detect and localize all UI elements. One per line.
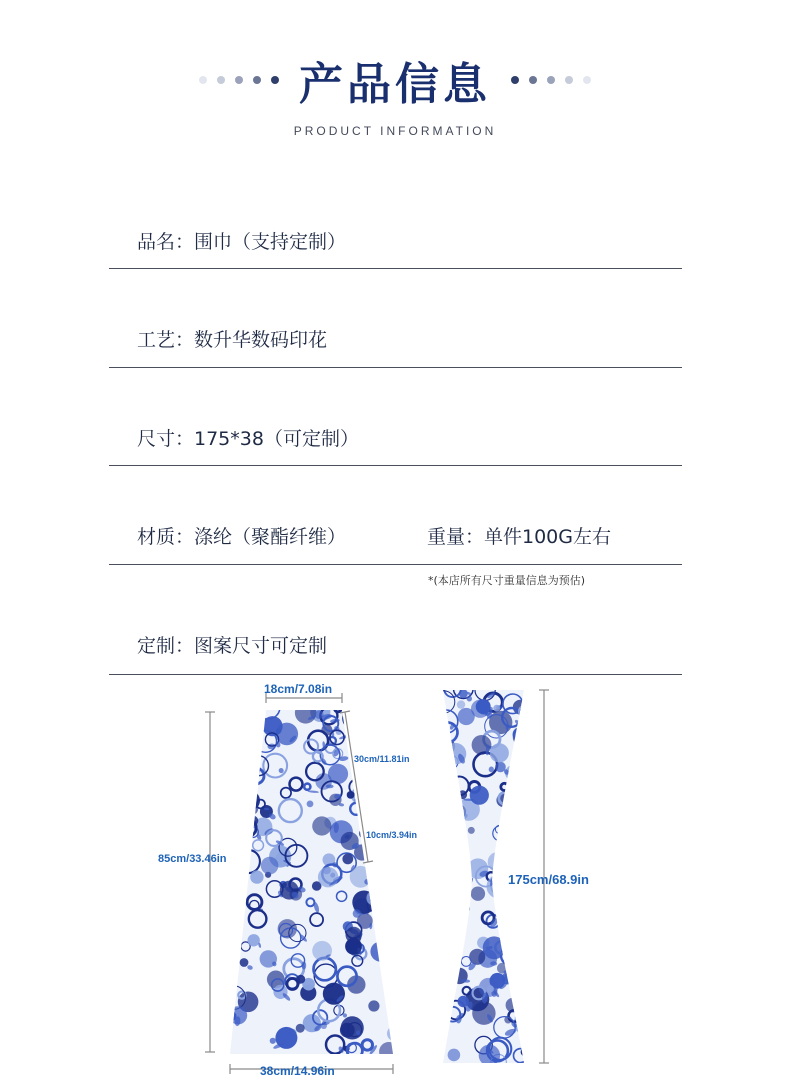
flower-motif (377, 778, 397, 798)
flower-motif (315, 710, 324, 719)
title-row (0, 50, 790, 110)
flower-motif (236, 779, 245, 788)
leaf-motif (243, 848, 248, 853)
flower-motif (457, 700, 465, 708)
flower-motif (226, 857, 247, 878)
flower-motif (222, 964, 236, 978)
flower-motif (234, 840, 245, 851)
flower-motif (510, 917, 525, 932)
flower-motif (509, 927, 515, 933)
info-row-custom (109, 627, 682, 675)
leaf-motif (371, 766, 377, 772)
flower-motif (307, 801, 314, 808)
flower-motif (510, 821, 529, 840)
leaf-motif (326, 785, 334, 789)
flower-motif (468, 827, 475, 834)
label-bottom-width: 38cm/14.96in (260, 1064, 335, 1078)
leaf-motif (512, 929, 524, 941)
flower-motif (384, 796, 396, 808)
decorative-dot (529, 76, 537, 84)
flower-motif (350, 866, 372, 888)
leaf-motif (518, 1019, 523, 1023)
flower-motif (239, 826, 246, 833)
flower-motif (224, 905, 233, 914)
flower-motif (448, 792, 460, 804)
leaf-motif (368, 747, 375, 754)
flower-motif (470, 786, 489, 805)
flower-motif (442, 789, 461, 808)
flower-motif (448, 967, 457, 976)
flower-motif (503, 829, 523, 849)
flower-motif (360, 739, 371, 750)
flower-motif (447, 955, 456, 964)
leaf-motif (522, 832, 529, 838)
product-weight: 重量：单件100G左右 (427, 526, 611, 548)
flower-motif (296, 975, 305, 984)
label-neck-width: 10cm/3.94in (366, 830, 418, 840)
flower-motif (372, 810, 379, 817)
leaf-motif (253, 716, 262, 725)
flower-motif (378, 735, 394, 751)
leaf-motif (353, 717, 361, 730)
flower-motif (453, 684, 459, 690)
flower-motif (227, 865, 238, 876)
label-top-width: 18cm/7.08in (264, 682, 333, 696)
flower-motif (240, 759, 260, 779)
flower-motif (296, 1024, 305, 1033)
flower-motif (519, 706, 531, 718)
flower-motif (518, 747, 532, 761)
product-custom: 定制：图案尺寸可定制 (137, 635, 328, 657)
flower-motif (368, 1000, 379, 1011)
leaf-motif (235, 896, 242, 902)
leaf-motif (236, 841, 244, 853)
flower-motif (377, 801, 399, 823)
leaf-motif (516, 838, 522, 850)
leaf-motif (384, 717, 393, 725)
decorative-dots-right (511, 76, 591, 84)
flower-motif (439, 956, 457, 974)
decorative-dot (253, 76, 261, 84)
leaf-motif (235, 872, 240, 879)
leaf-motif (395, 887, 403, 897)
flower-motif (522, 1049, 529, 1056)
flower-motif (261, 857, 279, 875)
leaf-motif (374, 720, 379, 725)
leaf-motif (530, 745, 536, 749)
flower-motif (517, 987, 529, 999)
flower-motif (230, 828, 244, 842)
product-craft: 工艺：数升华数码印花 (137, 329, 328, 351)
decorative-dot (511, 76, 519, 84)
flower-motif (487, 985, 494, 992)
flower-motif (229, 837, 238, 846)
leaf-motif (232, 794, 241, 800)
leaf-motif (499, 1062, 510, 1073)
flower-motif (450, 889, 468, 907)
flower-motif (387, 802, 395, 810)
flower-motif (503, 829, 519, 845)
flower-motif (340, 1023, 355, 1038)
label-upper-taper: 30cm/11.81in (354, 754, 410, 764)
leaf-motif (302, 962, 307, 970)
product-size: 尺寸：175*38（可定制） (137, 428, 359, 450)
flower-motif (449, 911, 465, 927)
flower-motif (437, 886, 449, 898)
flower-motif (367, 714, 374, 721)
flower-motif (435, 929, 459, 953)
flower-motif (270, 1038, 276, 1044)
leaf-motif (527, 756, 536, 762)
leaf-motif (450, 910, 455, 913)
flower-motif (432, 774, 451, 793)
flower-motif (462, 905, 470, 913)
flower-motif (248, 934, 260, 946)
label-full-length: 175cm/68.9in (508, 872, 589, 887)
flower-motif (376, 710, 388, 722)
flower-motif (515, 934, 536, 955)
flower-motif (517, 785, 531, 799)
leaf-motif (491, 878, 502, 884)
flower-motif (507, 857, 514, 864)
flower-motif (226, 788, 234, 796)
flower-motif (479, 1045, 500, 1066)
flower-motif (248, 816, 258, 826)
leaf-motif (528, 1054, 533, 1060)
leaf-motif (527, 711, 535, 721)
flower-motif (361, 762, 373, 774)
flower-motif (342, 854, 353, 865)
flower-motif (295, 702, 316, 723)
decorative-dot (217, 76, 225, 84)
flower-motif (519, 892, 530, 903)
flower-motif (454, 859, 461, 866)
flower-motif (448, 835, 457, 844)
flower-motif (376, 887, 386, 897)
leaf-motif (233, 859, 245, 865)
flower-motif (240, 958, 249, 967)
decorative-dot (583, 76, 591, 84)
flower-motif (361, 786, 378, 803)
leaf-motif (395, 809, 400, 813)
flower-motif (448, 1049, 461, 1062)
flower-motif (386, 881, 399, 894)
flower-motif (490, 743, 509, 762)
flower-motif (372, 853, 379, 860)
flower-motif (353, 909, 361, 917)
flower-motif (493, 705, 500, 712)
flower-motif (458, 871, 471, 884)
flower-motif (353, 935, 361, 943)
info-row-material (109, 517, 682, 565)
flower-motif (488, 852, 508, 872)
product-material: 材质：涤纶（聚酯纤维） (137, 526, 347, 548)
flower-motif (519, 734, 535, 750)
leaf-motif (505, 788, 516, 795)
flower-motif (505, 915, 513, 923)
leaf-motif (390, 814, 398, 821)
flower-motif (247, 710, 257, 720)
product-name: 品名：围巾（支持定制） (137, 231, 347, 253)
leaf-motif (382, 954, 390, 960)
leaf-motif (500, 861, 507, 873)
leaf-motif (457, 799, 462, 808)
flower-motif (237, 818, 256, 837)
leaf-motif (361, 796, 369, 804)
page-subtitle: PRODUCT INFORMATION (293, 124, 497, 138)
flower-motif (355, 723, 369, 737)
info-row-size (109, 419, 682, 466)
leaf-motif (247, 831, 251, 838)
flower-motif (228, 1013, 235, 1020)
flower-motif (250, 870, 263, 883)
decorative-dot (235, 76, 243, 84)
flower-motif (458, 790, 467, 799)
flower-motif (347, 791, 355, 799)
flower-motif (245, 739, 255, 749)
label-half-length: 85cm/33.46in (158, 853, 227, 865)
flower-motif (441, 901, 452, 912)
flower-motif (382, 701, 394, 713)
leaf-motif (459, 866, 467, 869)
flower-motif (382, 862, 406, 886)
leaf-motif (526, 1026, 531, 1032)
leaf-motif (363, 732, 374, 737)
flower-motif (366, 890, 381, 905)
leaf-motif (526, 996, 532, 1001)
leaf-motif (390, 842, 396, 848)
leaf-motif (525, 784, 531, 795)
flower-motif (513, 1014, 532, 1033)
flower-motif (355, 717, 374, 736)
flower-motif (447, 905, 464, 922)
flower-motif (275, 1027, 297, 1049)
flower-motif (318, 867, 338, 887)
flower-motif (501, 947, 519, 965)
leaf-motif (357, 809, 368, 819)
info-row-craft (109, 320, 682, 368)
leaf-motif (512, 864, 520, 868)
leaf-motif (513, 958, 518, 963)
flower-motif (511, 774, 533, 796)
flower-motif (349, 943, 361, 955)
flower-motif (459, 689, 468, 698)
flower-motif (483, 936, 506, 959)
leaf-motif (389, 1054, 400, 1059)
flower-motif (312, 816, 331, 835)
leaf-motif (509, 980, 517, 987)
leaf-motif (378, 816, 385, 821)
leaf-motif (449, 965, 459, 975)
info-row-name (109, 222, 682, 269)
decorative-dot (271, 76, 279, 84)
leaf-motif (388, 813, 398, 822)
leaf-motif (441, 782, 452, 794)
flower-motif (227, 888, 238, 899)
page-title: 产品信息 (299, 59, 491, 110)
section-header (0, 0, 790, 160)
leaf-motif (449, 943, 457, 949)
flower-motif (510, 795, 527, 812)
leaf-motif (370, 770, 377, 777)
flower-motif (471, 700, 489, 718)
decorative-dot (547, 76, 555, 84)
scarf-size-diagram (140, 676, 660, 1089)
flower-motif (387, 1026, 402, 1041)
flower-motif (454, 838, 465, 849)
flower-motif (379, 1042, 398, 1061)
flower-motif (370, 942, 390, 962)
flower-motif (471, 887, 485, 901)
leaf-motif (523, 709, 529, 715)
flower-motif (377, 803, 397, 823)
flower-motif (370, 885, 394, 909)
decorative-dot (199, 76, 207, 84)
flower-motif (516, 1010, 532, 1026)
flower-motif (514, 728, 526, 740)
leaf-motif (526, 794, 535, 801)
flower-motif (367, 739, 384, 756)
decorative-dots-left (199, 76, 279, 84)
leaf-motif (454, 962, 460, 967)
leaf-motif (500, 887, 512, 895)
decorative-dot (565, 76, 573, 84)
estimate-note: *(本店所有尺寸重量信息为预估) (428, 574, 586, 587)
flower-motif (312, 941, 332, 961)
flower-motif (505, 971, 518, 984)
leaf-motif (383, 896, 392, 908)
leaf-motif (519, 925, 527, 933)
flower-motif (323, 983, 345, 1005)
